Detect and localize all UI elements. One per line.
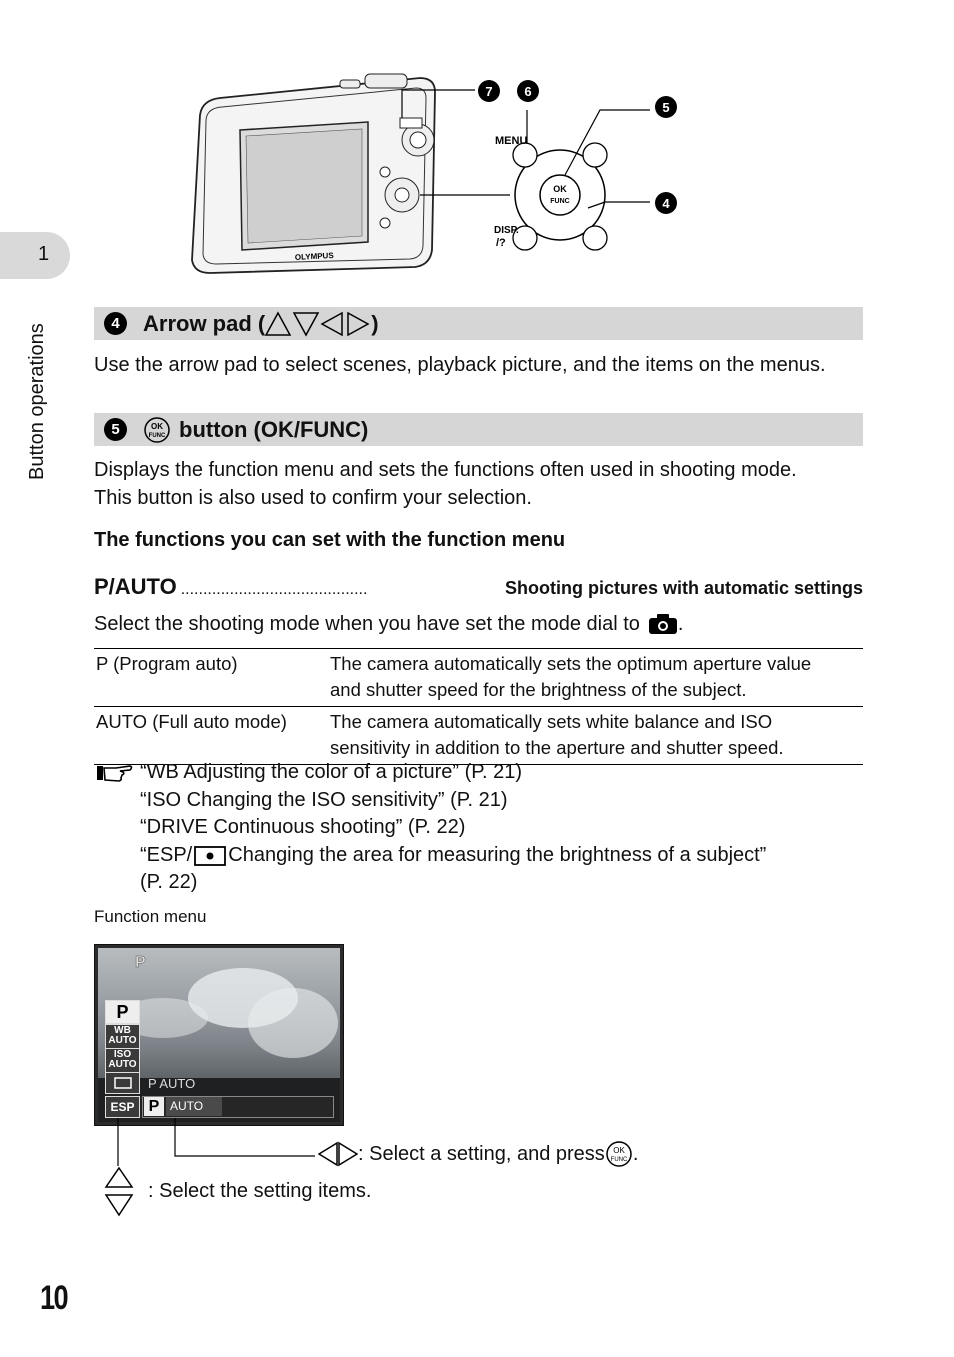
lcd-menu-item-esp[interactable]: ESP	[105, 1096, 140, 1118]
func-label: FUNC	[550, 198, 570, 205]
table-cell-desc: The camera automatically sets the optimum aperture value and shutter speed for the brightness of the subject.	[330, 653, 812, 700]
lcd-mode-indicator: P	[135, 954, 146, 971]
section-ok-func-heading	[94, 413, 863, 446]
disp-label: DISP.	[494, 225, 519, 236]
function-menu-screen	[94, 944, 344, 1126]
table-cell-mode: P (Program auto)	[96, 653, 238, 674]
lcd-menu-item-wb[interactable]: WB AUTO	[105, 1024, 140, 1049]
lcd-menu-item-p[interactable]: P	[105, 1000, 140, 1024]
section-number-badge: 5	[104, 418, 127, 441]
section-number-badge: 4	[104, 312, 127, 335]
svg-text:FUNC: FUNC	[610, 1157, 628, 1163]
ok-func-description-1: Displays the function menu and sets the functions often used in shooting mode.	[94, 459, 797, 481]
lcd-menu-item-drive[interactable]	[105, 1072, 140, 1094]
pauto-label: P/AUTO	[94, 574, 177, 599]
instruction-left-right: : Select a setting, and press OK FUNC .	[318, 1140, 638, 1168]
help-label: /?	[496, 237, 506, 249]
table-row	[94, 649, 863, 707]
reference-iso: “ISO Changing the ISO sensitivity” (P. 21)	[140, 789, 508, 811]
menu-label: MENU	[495, 135, 528, 147]
shooting-mode-table	[94, 648, 863, 765]
pauto-select-text: Select the shooting mode when you have set the mode dial to .	[94, 613, 684, 635]
svg-text:4: 4	[662, 196, 670, 211]
section-title: button (OK/FUNC)	[179, 416, 369, 442]
lcd-option-p[interactable]: P	[144, 1097, 164, 1116]
left-arrow-icon	[322, 313, 342, 335]
svg-text:FUNC: FUNC	[148, 432, 166, 439]
single-shot-icon	[114, 1077, 132, 1089]
spot-metering-icon	[194, 845, 226, 867]
svg-text:6: 6	[524, 84, 532, 99]
ok-func-icon	[605, 1140, 633, 1168]
pauto-row	[94, 574, 863, 600]
section-arrow-pad-heading	[94, 307, 863, 340]
down-arrow-icon	[294, 313, 318, 335]
up-down-arrow-icon	[104, 1166, 134, 1218]
reference-esp-page: (P. 22)	[140, 871, 198, 893]
chapter-label	[26, 300, 66, 480]
table-cell-desc: The camera automatically sets white balance and ISO sensitivity in addition to the aperture and shutter speed.	[330, 711, 784, 758]
function-menu-caption: Function menu	[94, 907, 207, 926]
screen-leader-lines	[100, 1118, 340, 1178]
print-button	[583, 143, 607, 167]
table-cell-mode: AUTO (Full auto mode)	[96, 711, 287, 732]
chapter-number: 1	[38, 243, 50, 265]
svg-text:5: 5	[662, 100, 670, 115]
reference-esp: “ESP/ Changing the area for measuring the brightness of a subject”	[140, 844, 767, 866]
right-arrow-icon	[348, 313, 368, 335]
erase-button	[583, 226, 607, 250]
section-title-end: )	[371, 310, 379, 336]
lcd-menu-item-iso[interactable]: ISO AUTO	[105, 1048, 140, 1073]
table-row	[94, 707, 863, 765]
chapter-tab	[0, 232, 70, 279]
function-menu-subheading: The functions you can set with the function menu	[94, 529, 566, 551]
reference-drive: “DRIVE Continuous shooting” (P. 22)	[140, 816, 466, 838]
lcd-bottom-label: P AUTO	[148, 1076, 196, 1091]
camera-icon	[648, 613, 678, 635]
reference-wb: “WB Adjusting the color of a picture” (P. 21)	[140, 761, 523, 783]
lcd-option-auto[interactable]: AUTO	[166, 1097, 222, 1116]
page-number: 10	[40, 1279, 68, 1317]
section-title: Arrow pad (	[143, 310, 266, 336]
svg-text:7: 7	[485, 84, 493, 99]
svg-text:OK: OK	[613, 1146, 625, 1155]
ok-func-icon	[143, 416, 171, 444]
arrow-pad-description: Use the arrow pad to select scenes, playback picture, and the items on the menus.	[94, 354, 826, 376]
svg-text:OK: OK	[151, 421, 163, 431]
pauto-description: Shooting pictures with automatic settings	[504, 578, 863, 598]
dot-leader: ..........................................	[180, 581, 368, 598]
instruction-up-down: : Select the setting items.	[148, 1180, 372, 1202]
arrow-pad-icons	[265, 311, 371, 337]
camera-brand: OLYMPUS	[294, 250, 334, 262]
ok-label: OK	[553, 184, 567, 194]
left-right-arrow-icon	[318, 1141, 358, 1167]
chapter-label-text: Button operations	[26, 323, 48, 480]
ok-func-button	[540, 175, 580, 215]
camera-diagram	[180, 60, 700, 280]
ok-func-description-2: This button is also used to confirm your selection.	[94, 487, 532, 509]
up-arrow-icon	[266, 313, 290, 335]
reference-hand-icon	[96, 762, 134, 784]
